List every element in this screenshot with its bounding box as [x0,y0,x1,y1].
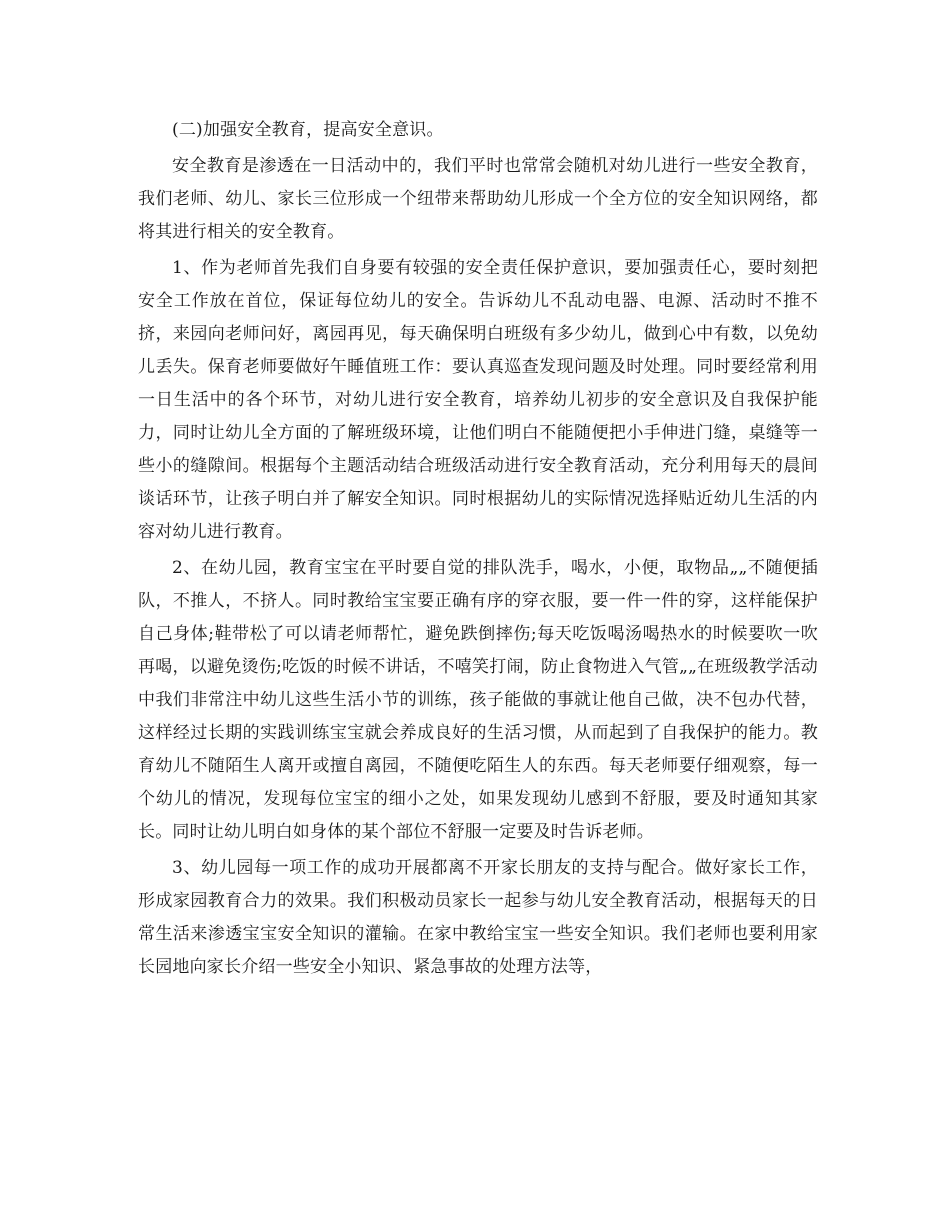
paragraph-item-1: 1、作为老师首先我们自身要有较强的安全责任保护意识，要加强责任心，要时刻把安全工作放在首位，保证每位幼儿的安全。告诉幼儿不乱动电器、电源、活动时不推不挤，来园向老师问好，离园再见，每天确保明白班级有多少幼儿，做到心中有数，以免幼儿丢失。保育老师要做好午睡值班工作：要认真巡查发现问题及时处理。同时要经常利用一日生活中的各个环节，对幼儿进行安全教育，培养幼儿初步的安全意识及自我保护能力，同时让幼儿全方面的了解班级环境，让他们明白不能随便把小手伸进门缝，桌缝等一些小的缝隙间。根据每个主题活动结合班级活动进行安全教育活动，充分利用每天的晨间谈话环节，让孩子明白并了解安全知识。同时根据幼儿的实际情况选择贴近幼儿生活的内容对幼儿进行教育。 [138,258,818,542]
paragraph-item-2: 2、在幼儿园，教育宝宝在平时要自觉的排队洗手，喝水，小便，取物品„„不随便插队，不推人，不挤人。同时教给宝宝要正确有序的穿衣服，要一件一件的穿，这样能保护自己身体;鞋带松了可以请老师帮忙，避免跌倒摔伤;每天吃饭喝汤喝热水的时候要吹一吹再喝，以避免烫伤;吃饭的时候不讲话，不嘻笑打闹，防止食物进入气管„„在班级教学活动中我们非常注中幼儿这些生活小节的训练，孩子能做的事就让他自己做，决不包办代替，这样经过长期的实践训练宝宝就会养成良好的生活习惯，从而起到了自我保护的能力。教育幼儿不随陌生人离开或擅自离园，不随便吃陌生人的东西。每天老师要仔细观察，每一个幼儿的情况，发现每位宝宝的细小之处，如果发现幼儿感到不舒服，要及时通知其家长。同时让幼儿明白如身体的某个部位不舒服一定要及时告诉老师。 [138,558,818,842]
document-body [138,114,818,987]
paragraph-item-3: 3、幼儿园每一项工作的成功开展都离不开家长朋友的支持与配合。做好家长工作，形成家园教育合力的效果。我们积极动员家长一起参与幼儿安全教育活动，根据每天的日常生活来渗透宝宝安全知识的灌输。在家中教给宝宝一些安全知识。我们老师也要利用家长园地向家长介绍一些安全小知识、紧急事故的处理方法等， [138,858,818,977]
paragraph-intro: 安全教育是渗透在一日活动中的，我们平时也常常会随机对幼儿进行一些安全教育，我们老师、幼儿、家长三位形成一个纽带来帮助幼儿形成一个全方位的安全知识网络，都将其进行相关的安全教育。 [138,156,818,242]
section-heading: (二)加强安全教育，提高安全意识。 [172,120,444,140]
